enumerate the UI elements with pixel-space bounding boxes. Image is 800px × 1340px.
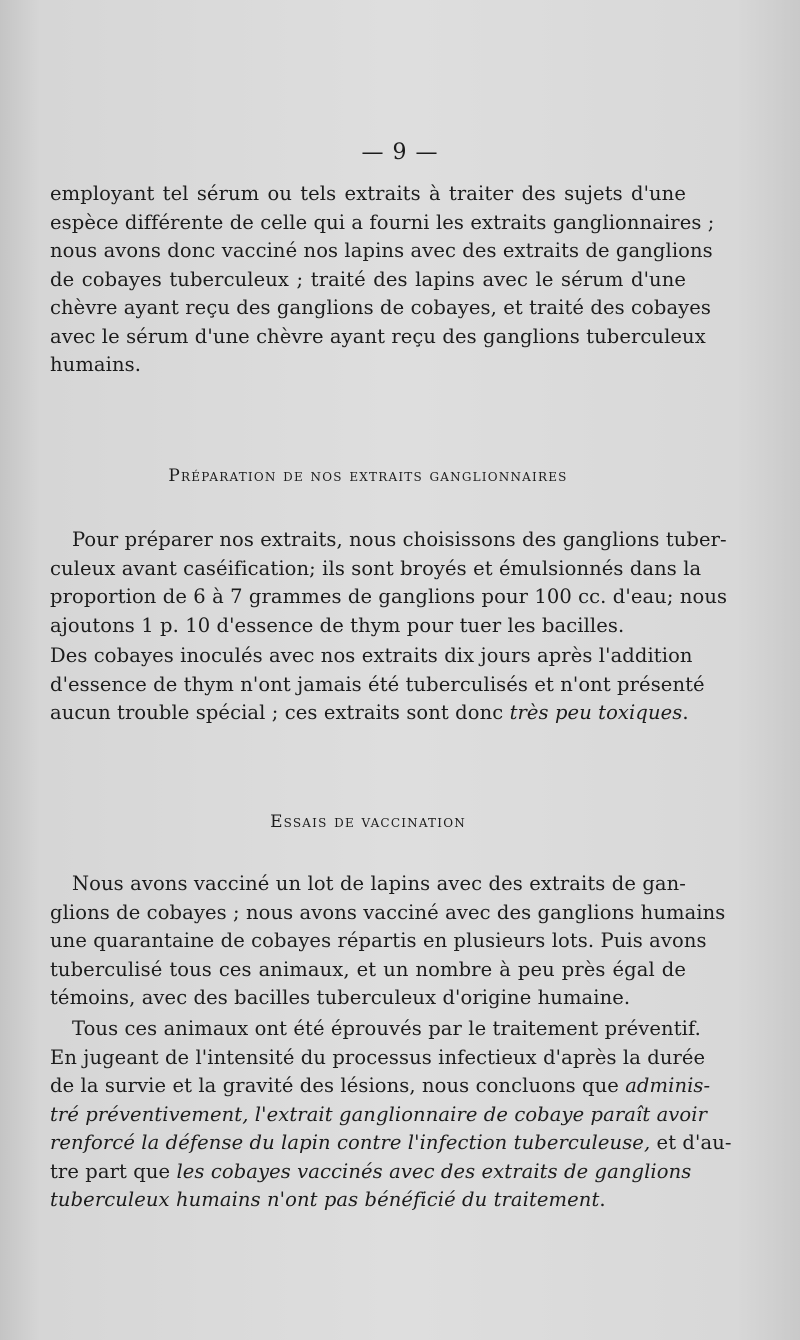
text-line: nous avons donc vacciné nos lapins avec des extraits de ganglions (50, 239, 713, 262)
section-heading-preparation: Préparation de nos extraits ganglionnaires (168, 466, 568, 486)
text-run: aucun trouble spécial ; ces extraits sont donc (50, 701, 510, 724)
text-run: . (682, 701, 689, 724)
paragraph-5 (50, 1015, 732, 1215)
italic-text-run: très peu toxiques (509, 701, 683, 724)
italic-text-run: tré préventivement, l'extrait ganglionnaire de cobaye paraît avoir (50, 1102, 708, 1126)
text-line (50, 1072, 711, 1101)
text-line: espèce différente de celle qui a fourni les extraits ganglionnaires ; (50, 210, 715, 234)
text-line: glions de cobayes ; nous avons vacciné avec des ganglions humains (50, 900, 726, 924)
italic-text-run: adminis- (625, 1074, 711, 1097)
text-line: culeux avant caséification; ils sont broyés et émulsionnés dans la (50, 556, 702, 580)
italic-text-run: renforcé la défense du lapin contre l'infection tuberculeuse, (50, 1131, 651, 1154)
text-line: proportion de 6 à 7 grammes de ganglions pour 100 cc. d'eau; nous (50, 585, 728, 608)
paragraph-2 (50, 526, 728, 640)
text-line: de cobayes tuberculeux ; traité des lapins avec le sérum d'une (50, 267, 686, 291)
italic-text-run: tuberculeux humains n'ont pas bénéficié du traitement (50, 1188, 600, 1211)
text-run: tre part que (50, 1159, 177, 1183)
text-line: tuberculisé tous ces animaux, et un nombre à peu près égal de (50, 957, 686, 981)
text-line: d'essence de thym n'ont jamais été tuberculisés et n'ont présenté (50, 672, 705, 696)
paragraph-4 (50, 870, 726, 1013)
paragraph-1 (50, 180, 715, 380)
text-line (50, 1158, 692, 1187)
page-number: — 9 — (361, 140, 439, 165)
text-line (50, 1186, 686, 1215)
text-run: . (599, 1188, 606, 1211)
text-line (50, 1101, 708, 1130)
italic-text-run: les cobayes vaccinés avec des extraits de ganglions (176, 1159, 692, 1183)
section-heading-vaccination: Essais de vaccination (270, 812, 466, 832)
text-line: Nous avons vacciné un lot de lapins avec des extraits de gan- (72, 872, 686, 895)
text-line: Pour préparer nos extraits, nous choisissons des ganglions tuber- (72, 528, 727, 551)
text-line: humains. (50, 353, 142, 376)
text-line: Tous ces animaux ont été éprouvés par le traitement préventif. (72, 1017, 701, 1040)
text-line: Des cobayes inoculés avec nos extraits dix jours après l'addition (50, 644, 693, 667)
text-line: témoins, avec des bacilles tuberculeux d'origine humaine. (50, 986, 631, 1009)
text-run: et d'au- (650, 1131, 732, 1154)
text-line: avec le sérum d'une chèvre ayant reçu des ganglions tuberculeux (50, 324, 706, 348)
text-line: En jugeant de l'intensité du processus infectieux d'après la durée (50, 1045, 706, 1069)
text-line: ajoutons 1 p. 10 d'essence de thym pour tuer les bacilles. (50, 613, 625, 637)
paragraph-3 (50, 642, 705, 728)
text-line (50, 1129, 732, 1158)
text-line: employant tel sérum ou tels extraits à traiter des sujets d'une (50, 182, 686, 205)
text-line (50, 699, 689, 728)
text-run: de la survie et la gravité des lésions, nous concluons que (50, 1074, 626, 1097)
text-line: une quarantaine de cobayes répartis en plusieurs lots. Puis avons (50, 929, 707, 952)
text-line: chèvre ayant reçu des ganglions de cobayes, et traité des cobayes (50, 296, 712, 319)
